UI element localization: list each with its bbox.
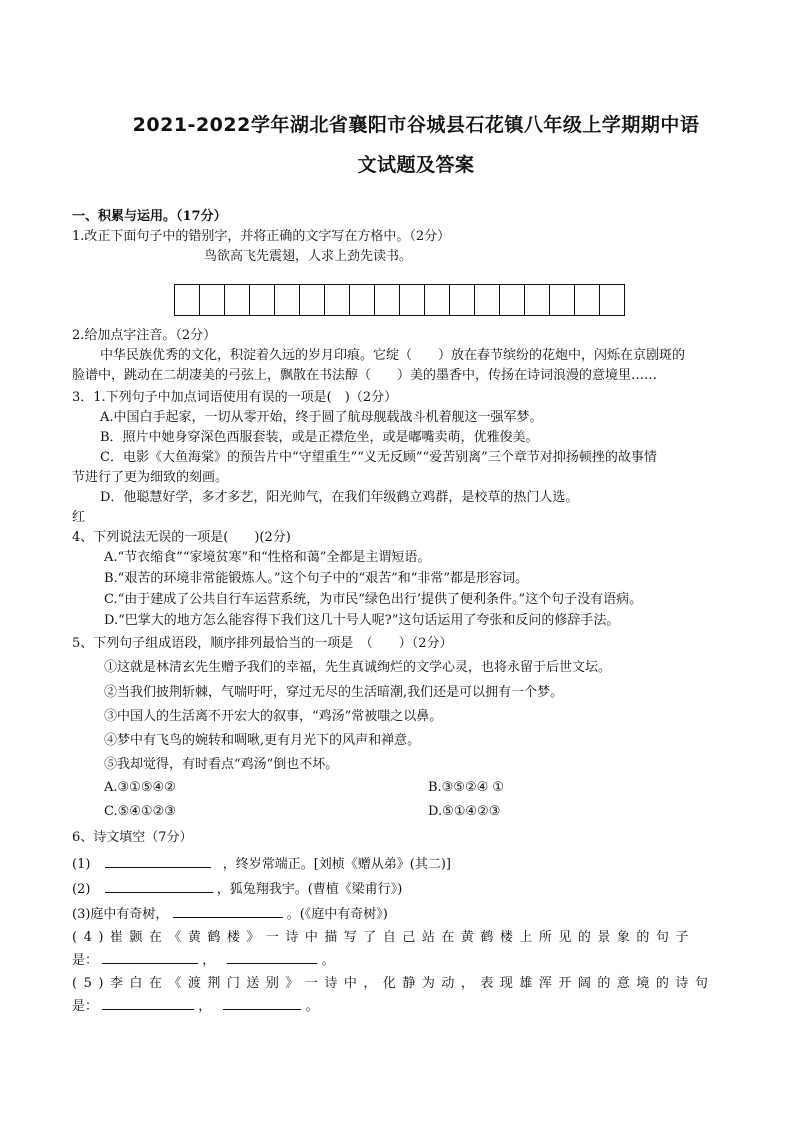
answer-cell[interactable]	[400, 285, 425, 315]
page-title-continued: 文试题及答案	[357, 154, 475, 176]
line-number: (1)	[72, 857, 91, 872]
question-4-option-d: D.“巴掌大的地方怎么能容得下我们这几十号人呢?”这句话运用了夸张和反问的修辞手法。	[104, 613, 620, 628]
answer-cell[interactable]	[375, 285, 400, 315]
fill-blank[interactable]	[223, 996, 301, 1010]
question-6-line-5: (5)李白在《渡荆门送别》一诗中，化静为动，表现雄浑开阔的意境的诗句	[72, 976, 715, 991]
answer-cell[interactable]	[350, 285, 375, 315]
line-text: 是：	[72, 953, 99, 968]
question-5-sentence-5: ⑤我却觉得，有时看点“鸡汤”倒也不坏。	[104, 757, 339, 772]
question-1-stem: 1.改正下面句子中的错别字，并将正确的文字写在方格中。（2分）	[72, 229, 451, 244]
answer-cell[interactable]	[550, 285, 575, 315]
question-1-sentence: 鸟欲高飞先震翅，人求上劲先读书。	[204, 249, 413, 264]
question-2-stem: 2.给加点字注音。（2分）	[72, 328, 217, 343]
question-6-line-4-answer	[72, 950, 335, 970]
question-5-option-a: A.③①⑤④②	[104, 780, 176, 795]
answer-cell[interactable]	[425, 285, 450, 315]
answer-cell[interactable]	[225, 285, 250, 315]
line-text: 。(《庭中有奇树》)	[286, 907, 388, 922]
question-4-option-a: A.“节衣缩食”“家境贫寒”和“性格和蔼”全都是主谓短语。	[104, 550, 431, 565]
line-text: 。	[305, 999, 319, 1014]
question-5-sentence-1: ①这就是林清玄先生赠予我们的幸福，先生真诚绚烂的文学心灵，也将永留于后世文坛。	[104, 660, 612, 675]
line-text: ，狐兔翔我宇。(曹植《梁甫行》)	[216, 882, 403, 897]
question-5-sentence-2: ②当我们披荆斩棘，气喘吁吁，穿过无尽的生活暗潮,我们还是可以拥有一个梦。	[104, 685, 564, 700]
question-6-line-1	[72, 854, 451, 874]
answer-cell[interactable]	[500, 285, 525, 315]
line-text: ，终岁常端正。[刘桢《赠从弟》(其二)]	[222, 857, 451, 872]
answer-cell[interactable]	[325, 285, 350, 315]
question-6-line-4: (4)崔颢在《黄鹤楼》一诗中描写了自己站在黄鹤楼上所见的景象的句子	[72, 930, 695, 945]
answer-cell[interactable]	[200, 285, 225, 315]
fill-blank[interactable]	[102, 950, 198, 964]
question-3-option-a: A.中国白手起家，一切从零开始，终于圆了航母舰载战斗机着舰这一强军梦。	[100, 410, 543, 425]
answer-cell[interactable]	[450, 285, 475, 315]
line-text: 是：	[72, 999, 99, 1014]
answer-grid[interactable]	[174, 284, 625, 316]
answer-cell[interactable]	[475, 285, 500, 315]
question-5-sentence-3: ③中国人的生活离不开宏大的叙事，“鸡汤”常被嗤之以鼻。	[104, 709, 443, 724]
answer-cell[interactable]	[600, 285, 624, 315]
line-number: (2)	[72, 882, 91, 897]
line-text: 。	[321, 953, 335, 968]
answer-cell[interactable]	[525, 285, 550, 315]
question-6-line-2	[72, 879, 402, 899]
question-4-stem: 4、下列说法无误的一项是( )(2分)	[72, 530, 291, 545]
stray-note: 红	[72, 510, 86, 525]
answer-cell[interactable]	[275, 285, 300, 315]
fill-blank[interactable]	[105, 879, 213, 893]
line-text: ，	[202, 953, 216, 968]
question-5-option-b: B.③⑤②④ ①	[428, 780, 505, 795]
answer-cell[interactable]	[250, 285, 275, 315]
fill-blank[interactable]	[105, 854, 211, 868]
question-3-option-b: B．照片中她身穿深色西服套装，或是正襟危坐，或是嘟嘴卖萌，优雅俊美。	[100, 430, 539, 445]
fill-blank[interactable]	[227, 950, 317, 964]
question-5-sentence-4: ④梦中有飞鸟的婉转和啁啾,更有月光下的风声和禅意。	[104, 733, 421, 748]
question-3-stem: 3．1.下列句子中加点词语使用有误的一项是( )（2分）	[72, 390, 398, 405]
question-6-line-3	[72, 904, 388, 924]
question-5-option-d: D.⑤①④②③	[428, 804, 501, 819]
answer-cell[interactable]	[300, 285, 325, 315]
question-4-option-b: B.“艰苦的环境非常能锻炼人。”这个句子中的“艰苦”和“非常”都是形容词。	[104, 571, 529, 586]
question-5-stem: 5、下列句子组成语段，顺序排列最恰当的一项是 （ ）（2分）	[72, 636, 453, 651]
question-4-option-c: C.“由于建成了公共自行车运营系统，为市民“绿色出行’提供了便利条件。”这个句子没有语病。	[104, 592, 643, 607]
question-3-option-d: D．他聪慧好学，多才多艺，阳光帅气，在我们年级鹤立鸡群，是校草的热门人选。	[100, 490, 579, 505]
question-2-paragraph: 脸谱中，跳动在二胡凄美的弓弦上，飘散在书法醇（ ）美的墨香中，传扬在诗词浪漫的意境里……	[72, 368, 658, 383]
answer-cell[interactable]	[175, 285, 200, 315]
question-6-stem: 6、诗文填空（7分）	[72, 830, 193, 845]
question-6-line-5-answer	[72, 996, 319, 1016]
question-3-option-c-cont: 节进行了更为细致的刻画。	[72, 470, 229, 485]
fill-blank[interactable]	[102, 996, 194, 1010]
line-text: ，	[198, 999, 212, 1014]
line-text: (3)庭中有奇树，	[72, 907, 169, 922]
answer-cell[interactable]	[575, 285, 600, 315]
fill-blank[interactable]	[173, 904, 283, 918]
question-2-paragraph: 中华民族优秀的文化，积淀着久远的岁月印痕。它绽（ ）放在春节缤纷的花炮中，闪烁在京剧斑的	[100, 348, 686, 363]
page-title: 2021-2022学年湖北省襄阳市谷城县石花镇八年级上学期期中语	[132, 114, 700, 136]
section-heading: 一、积累与运用。（17分）	[72, 209, 227, 224]
question-5-option-c: C.⑤④①②③	[104, 804, 176, 819]
question-3-option-c: C．电影《大鱼海棠》的预告片中“守望重生”“义无反顾”“爱苦别离”三个章节对抑扬顿挫的故事情	[100, 450, 657, 465]
